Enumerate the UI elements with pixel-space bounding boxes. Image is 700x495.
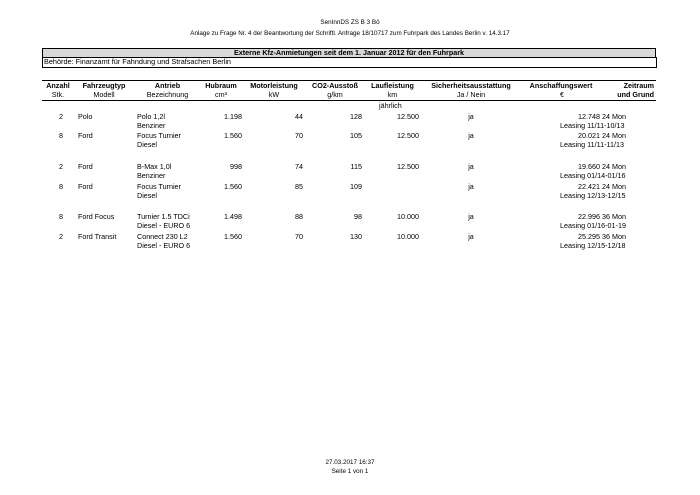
footer-page: Seite 1 von 1: [331, 468, 369, 475]
cell-leistung: 44: [295, 112, 303, 121]
col-sicher-h2: Ja / Nein: [456, 90, 486, 99]
cell-antrieb1: Focus Turnier: [137, 131, 181, 140]
cell-zeit1: 36 Mon: [602, 232, 626, 241]
col-lauf-h3: jährlich: [379, 101, 402, 110]
header-line-1: SenInnDS ZS B 3 Bö: [320, 19, 380, 26]
cell-wert: 22.421: [578, 182, 600, 191]
cell-antrieb1: Polo 1,2l: [137, 112, 165, 121]
cell-anzahl: 2: [59, 112, 63, 121]
cell-zeit1: 24 Mon: [602, 112, 626, 121]
cell-zeit2: Leasing 01/14-01/16: [560, 171, 626, 180]
cell-antrieb1: Connect 230 L2: [137, 232, 188, 241]
col-hubraum-h2: cm³: [215, 90, 227, 99]
cell-sicher: ja: [468, 112, 474, 121]
cell-lauf: 12.500: [397, 162, 419, 171]
cell-anzahl: 2: [59, 232, 63, 241]
cell-hubraum: 1.498: [224, 212, 242, 221]
cell-lauf: 10.000: [397, 232, 419, 241]
cell-hubraum: 998: [230, 162, 242, 171]
cell-antrieb2: Diesel - EURO 6: [137, 221, 191, 230]
cell-zeit2: Leasing 11/11-10/13: [560, 121, 625, 130]
cell-zeit1: 24 Mon: [602, 162, 626, 171]
cell-leistung: 70: [295, 131, 303, 140]
cell-co2: 130: [350, 232, 362, 241]
cell-antrieb1: Turnier 1.5 TDCi: [137, 212, 190, 221]
col-typ-h1: Fahrzeugtyp: [82, 81, 126, 90]
cell-sicher: ja: [468, 182, 474, 191]
col-sicher-h1: Sicherheitsausstattung: [431, 81, 511, 90]
cell-antrieb1: Focus Turnier: [137, 182, 181, 191]
cell-leistung: 74: [295, 162, 303, 171]
cell-hubraum: 1.560: [224, 182, 242, 191]
cell-typ: Ford: [78, 162, 93, 171]
cell-antrieb2: Benziner: [137, 171, 166, 180]
col-anzahl-h1: Anzahl: [46, 81, 70, 90]
cell-antrieb2: Diesel - EURO 6: [137, 241, 191, 250]
cell-anzahl: 8: [59, 131, 63, 140]
cell-leistung: 70: [295, 232, 303, 241]
cell-lauf: 12.500: [397, 131, 419, 140]
cell-wert: 19.660: [578, 162, 600, 171]
cell-antrieb2: Benziner: [137, 121, 166, 130]
cell-leistung: 88: [295, 212, 303, 221]
header-bottom-rule: [42, 100, 656, 101]
footer-date: 27.03.2017 16:37: [325, 459, 375, 466]
col-wert-h1: Anschaffungswert: [529, 81, 593, 90]
cell-co2: 128: [350, 112, 362, 121]
header-line-2: Anlage zu Frage Nr. 4 der Beantwortung der Schriftl. Anfrage 18/10717 zum Fuhrpark des Landes Berlin v. 14.3.17: [190, 30, 510, 37]
col-lauf-h1: Laufleistung: [371, 81, 414, 90]
cell-co2: 105: [350, 131, 362, 140]
cell-typ: Ford: [78, 131, 93, 140]
cell-typ: Ford: [78, 182, 93, 191]
col-co2-h1: CO2-Ausstoß: [312, 81, 358, 90]
col-co2-h2: g/km: [327, 90, 343, 99]
col-leistung-h2: kW: [268, 90, 280, 99]
col-anzahl-h2: Stk.: [51, 90, 65, 99]
cell-antrieb2: Diesel: [137, 191, 157, 200]
cell-zeit1: 36 Mon: [602, 212, 626, 221]
cell-typ: Polo: [78, 112, 93, 121]
cell-zeit2: Leasing 12/13-12/15: [560, 191, 626, 200]
table-title: Externe Kfz-Anmietungen seit dem 1. Januar 2012 für den Fuhrpark: [42, 48, 656, 58]
cell-lauf: 10.000: [397, 212, 419, 221]
cell-antrieb1: B-Max 1,0l: [137, 162, 172, 171]
cell-co2: 115: [350, 162, 362, 171]
cell-wert: 12.748: [578, 112, 600, 121]
cell-leistung: 85: [295, 182, 303, 191]
col-leistung-h1: Motorleistung: [250, 81, 298, 90]
cell-hubraum: 1.560: [224, 232, 242, 241]
cell-wert: 25.295: [578, 232, 600, 241]
col-zeit-h2: und Grund: [617, 90, 654, 99]
cell-lauf: 12.500: [397, 112, 419, 121]
col-lauf-h2: km: [387, 90, 398, 99]
cell-zeit2: Leasing 01/16-01-19: [560, 221, 626, 230]
cell-sicher: ja: [468, 162, 474, 171]
cell-co2: 98: [354, 212, 362, 221]
cell-wert: 20.021: [578, 131, 600, 140]
cell-zeit2: Leasing 11/11-11/13: [560, 140, 624, 149]
cell-wert: 22.996: [578, 212, 600, 221]
cell-anzahl: 8: [59, 182, 63, 191]
cell-anzahl: 2: [59, 162, 63, 171]
cell-typ: Ford Focus: [78, 212, 115, 221]
cell-co2: 109: [350, 182, 362, 191]
cell-sicher: ja: [468, 212, 474, 221]
cell-zeit1: 24 Mon: [602, 131, 626, 140]
cell-sicher: ja: [468, 232, 474, 241]
col-antrieb-h1: Antrieb: [154, 81, 181, 90]
cell-sicher: ja: [468, 131, 474, 140]
cell-anzahl: 8: [59, 212, 63, 221]
cell-hubraum: 1.198: [224, 112, 242, 121]
col-wert-h2: €: [560, 90, 564, 99]
cell-zeit2: Leasing 12/15-12/18: [560, 241, 626, 250]
col-typ-h2: Modell: [93, 90, 115, 99]
behoerde-label: Behörde: Finanzamt für Fahndung und Strafsachen Berlin: [42, 57, 657, 68]
col-antrieb-h2: Bezeichnung: [146, 90, 189, 99]
cell-zeit1: 24 Mon: [602, 182, 626, 191]
col-hubraum-h1: Hubraum: [205, 81, 237, 90]
col-zeit-h1: Zeitraum: [623, 81, 654, 90]
cell-hubraum: 1.560: [224, 131, 242, 140]
cell-antrieb2: Diesel: [137, 140, 157, 149]
cell-typ: Ford Transit: [78, 232, 117, 241]
